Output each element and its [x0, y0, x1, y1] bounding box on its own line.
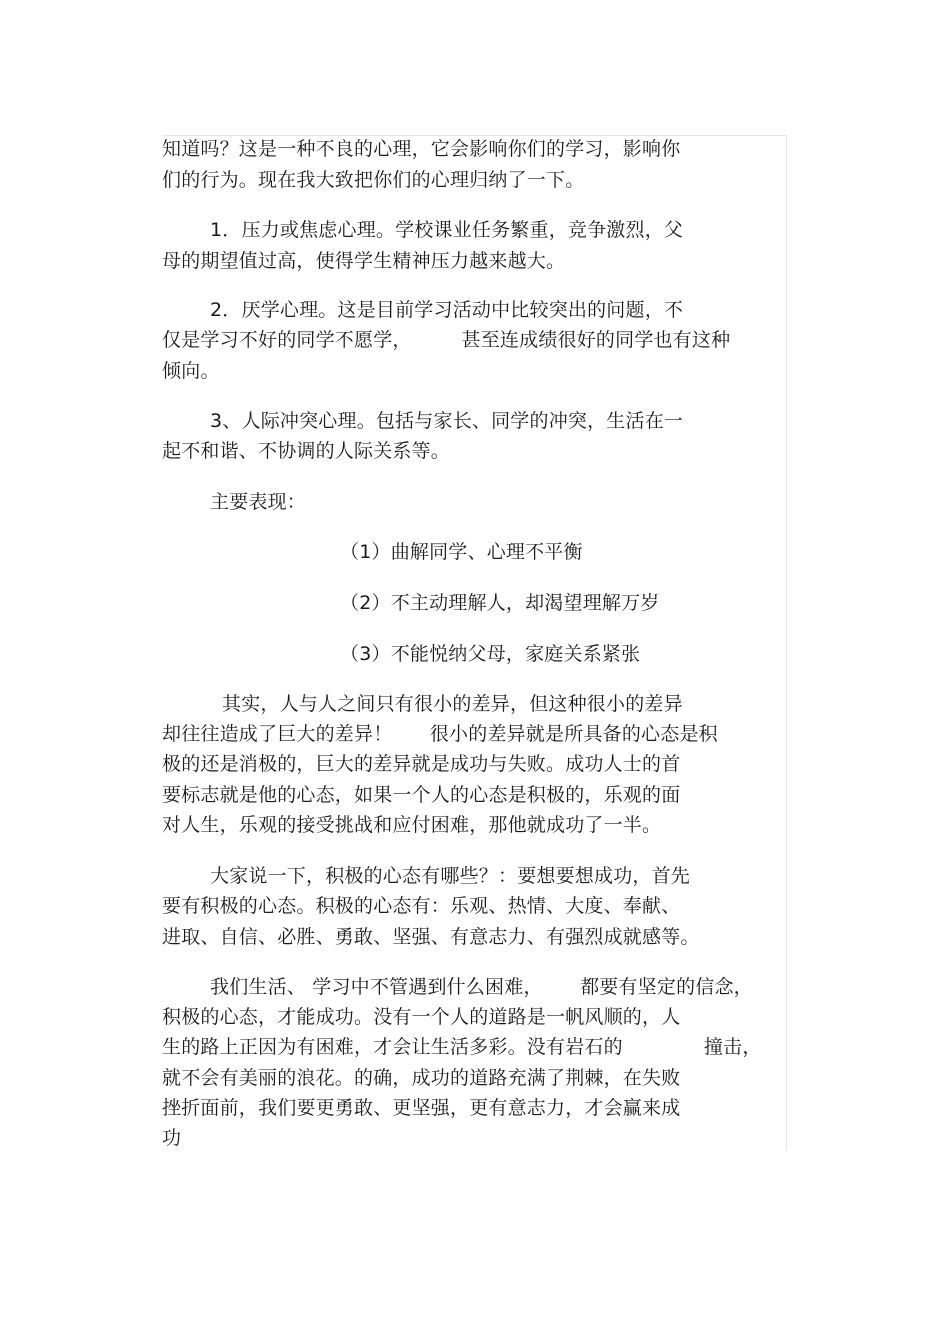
text-line: 生的路上正因为有困难，才会让生活多彩。没有岩石的 撞击， — [162, 1036, 762, 1058]
text-line: 仅是学习不好的同学不愿学， 甚至连成绩很好的同学也有这种 — [162, 329, 731, 351]
text-line: 却往往造成了巨大的差异！ 很小的差异就是所具备的心态是积 — [162, 723, 718, 745]
text-line: 其实，人与人之间只有很小的差异，但这种很小的差异 — [222, 693, 683, 715]
text-line: 2．厌学心理。这是目前学习活动中比较突出的问题，不 — [210, 299, 684, 321]
text-line: 倾向。 — [162, 360, 220, 382]
text-line: 进取、自信、必胜、勇敢、坚强、有意志力、有强烈成就感等。 — [162, 926, 700, 948]
text-line: 对人生，乐观的接受挑战和应付困难，那他就成功了一半。 — [162, 814, 662, 836]
text-line: 母的期望值过高，使得学生精神压力越来越大。 — [162, 250, 566, 272]
text-line: 们的行为。现在我大致把你们的心理归纳了一下。 — [162, 169, 585, 191]
list-item: （3）不能悦纳父母，家庭关系紧张 — [340, 643, 641, 665]
text-line: 功 — [162, 1127, 182, 1149]
text-line: 极的还是消极的，巨大的差异就是成功与失败。成功人士的首 — [162, 753, 681, 775]
text-line: 积极的心态，才能成功。没有一个人的道路是一帆风顺的，人 — [162, 1006, 681, 1028]
text-line: 起不和谐、不协调的人际关系等。 — [162, 440, 451, 462]
list-item: （2）不主动理解人，却渴望理解万岁 — [340, 592, 660, 614]
text-line: 要有积极的心态。积极的心态有：乐观、热情、大度、奉献、 — [162, 895, 681, 917]
text-line: 大家说一下，积极的心态有哪些？：要想要想成功，首先 — [210, 865, 691, 887]
text-line: 知道吗？这是一种不良的心理，它会影响你们的学习，影响你 — [162, 138, 681, 160]
list-item: （1）曲解同学、心理不平衡 — [340, 541, 583, 563]
text-line: 我们生活、 学习中不管遇到什么困难， 都要有坚定的信念， — [210, 976, 753, 998]
text-line: 1．压力或焦虑心理。学校课业任务繁重，竞争激烈，父 — [210, 219, 684, 241]
text-line: 要标志就是他的心态，如果一个人的心态是积极的，乐观的面 — [162, 784, 681, 806]
text-line: 3、人际冲突心理。包括与家长、同学的冲突，生活在一 — [210, 410, 684, 432]
section-heading: 主要表现： — [210, 491, 307, 513]
text-line: 就不会有美丽的浪花。的确，成功的道路充满了荆棘，在失败 — [162, 1067, 681, 1089]
text-line: 挫折面前，我们要更勇敢、更坚强，更有意志力，才会赢来成 — [162, 1097, 681, 1119]
